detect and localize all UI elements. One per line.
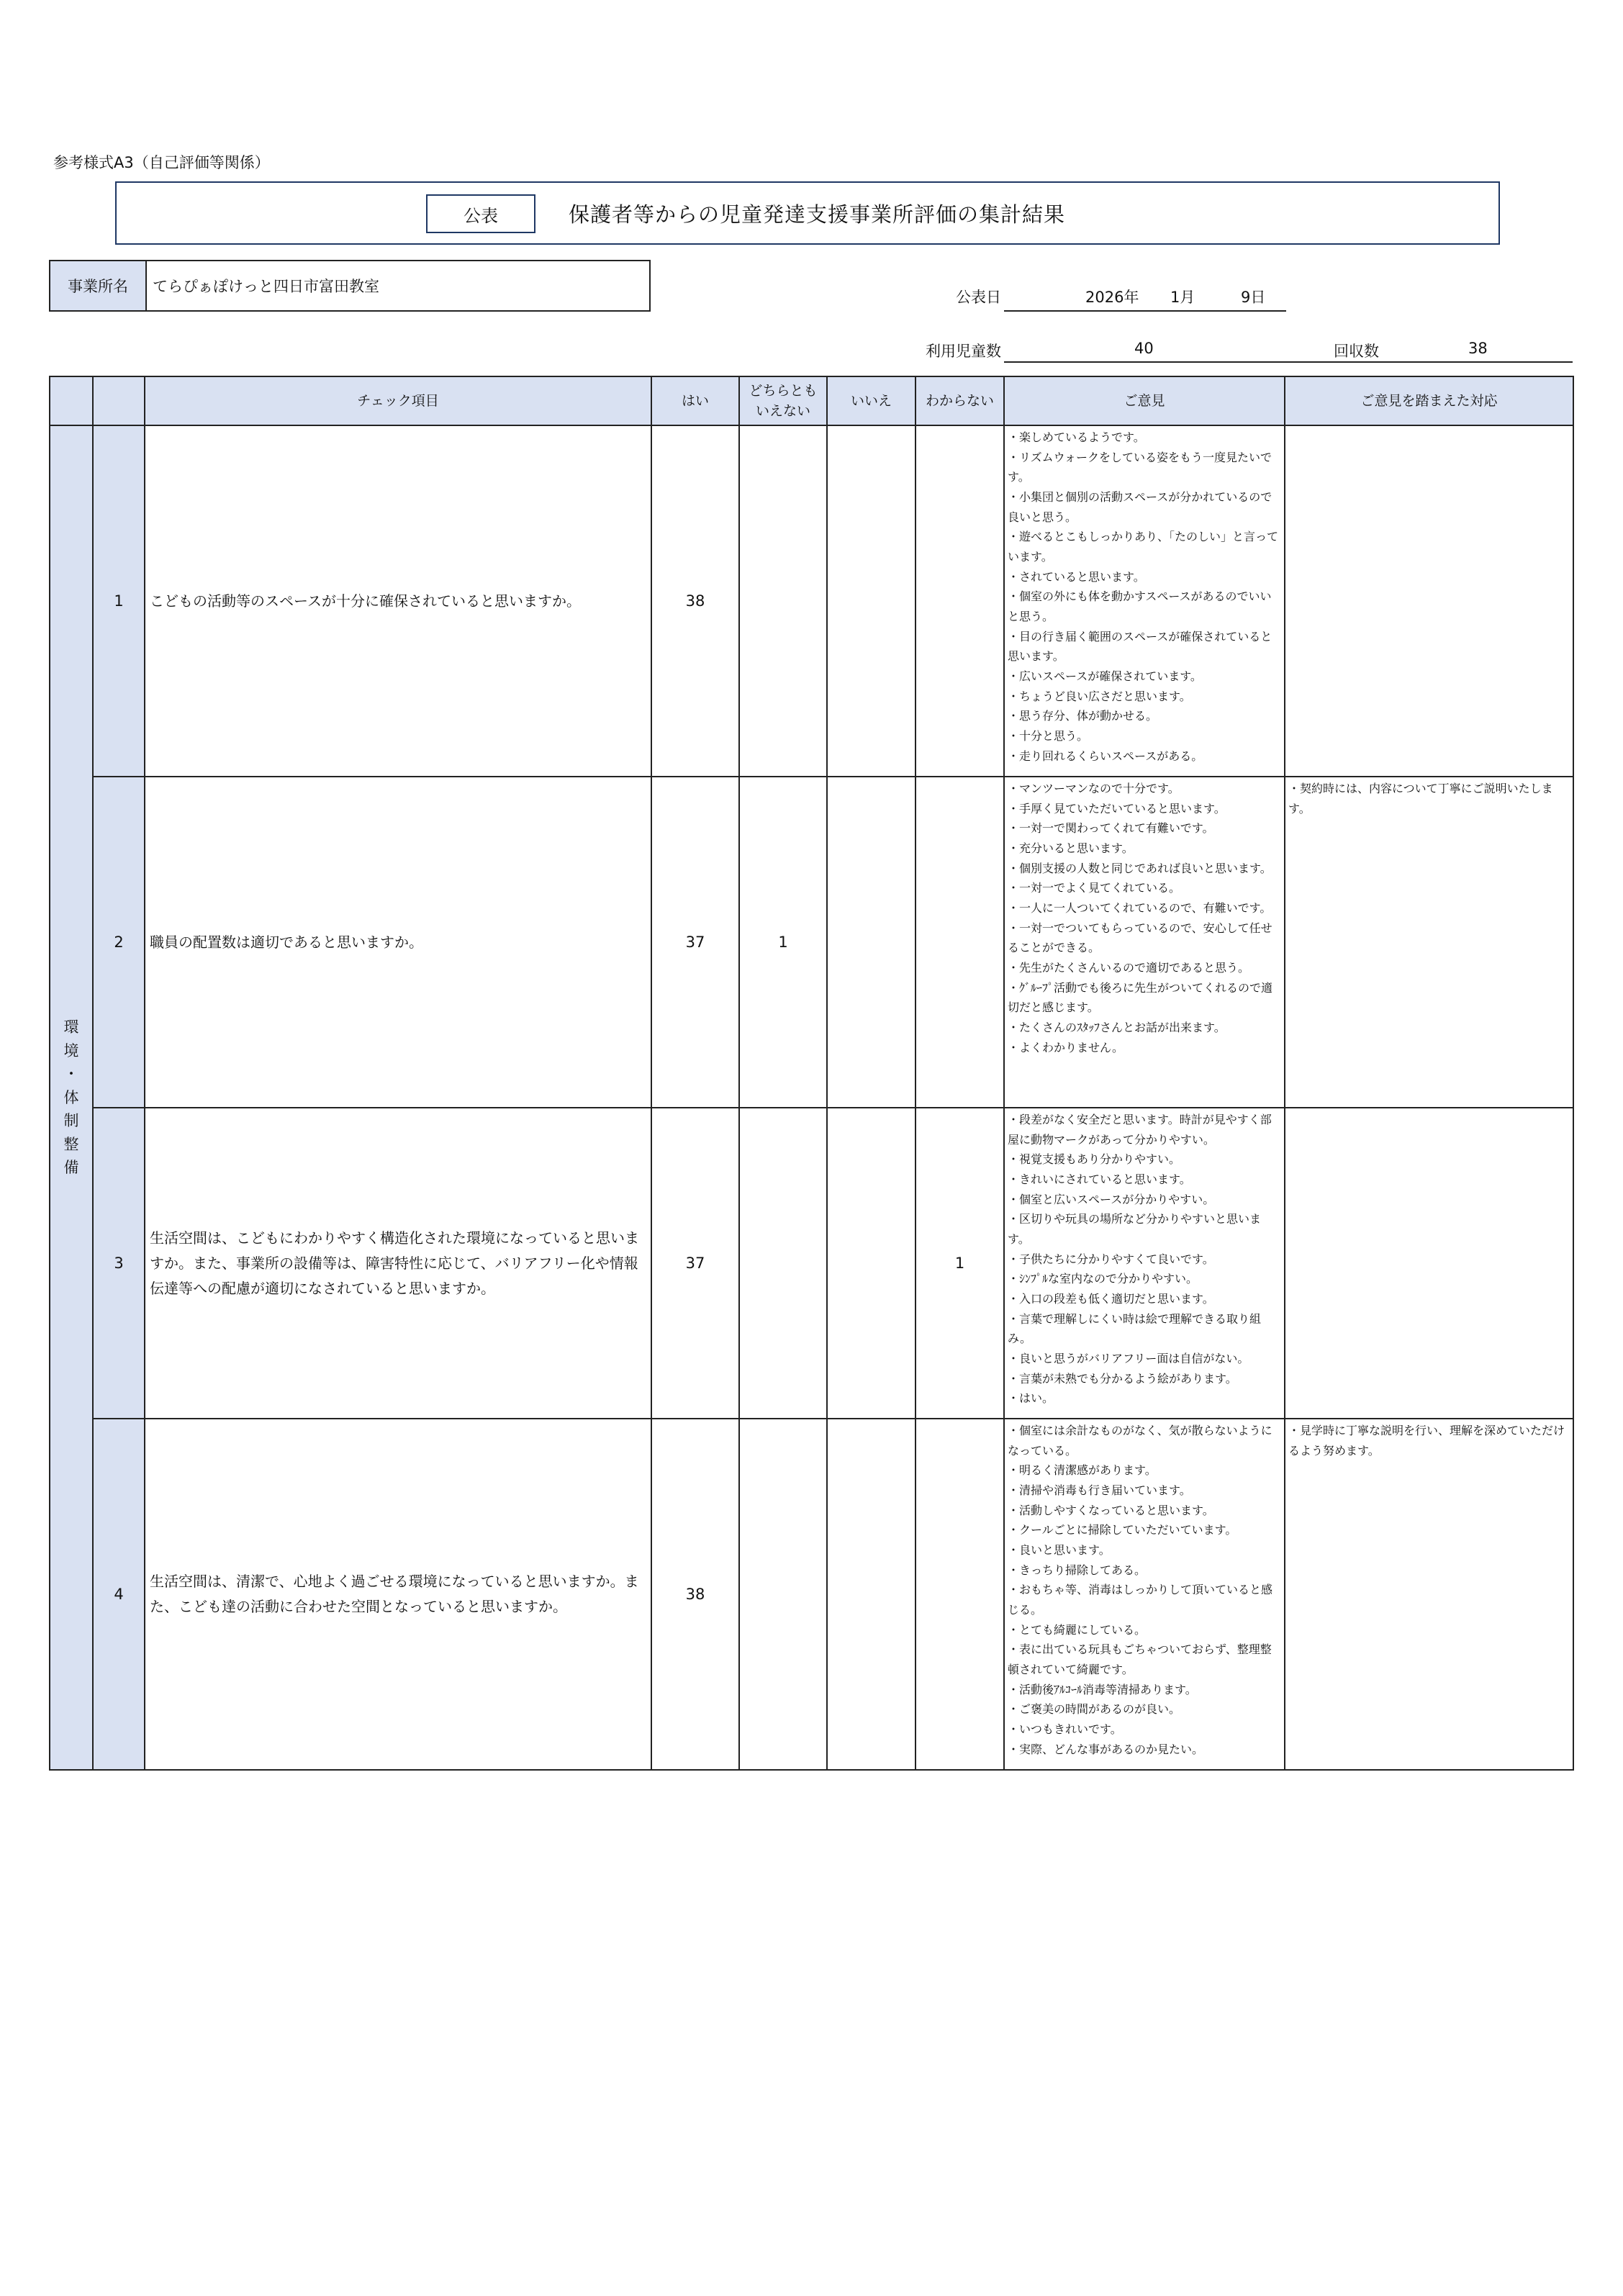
comment-line: ・個別支援の人数と同じであれば良いと思います。 [1008, 861, 1272, 875]
header-yes: はい [651, 376, 739, 425]
comment-line: ・個室の外にも体を動かすスペースがあるのでいいと思う。 [1008, 589, 1272, 624]
header-check-item: チェック項目 [145, 376, 651, 425]
comment-line: ・遊べるとこもしっかりあり、「たのしい」と言っています。 [1008, 530, 1279, 564]
users-label: 利用児童数 [926, 343, 1001, 360]
comment-line: ・走り回れるくらいスペースがある。 [1008, 749, 1203, 763]
office-box [49, 260, 651, 312]
comment-line: ・言葉が未熟でも分かるよう絵があります。 [1008, 1371, 1237, 1386]
comment-line: ・十分と思う。 [1008, 729, 1089, 744]
count-neither [739, 1108, 827, 1419]
users-value: 40 [1134, 340, 1154, 357]
opinions-cell [1004, 1108, 1285, 1419]
count-neither: 1 [739, 777, 827, 1108]
table-row [50, 777, 1573, 1108]
comment-line: ・きれいにされていると思います。 [1008, 1172, 1191, 1187]
count-no [827, 777, 916, 1108]
count-unknown: 1 [916, 1108, 1004, 1419]
count-unknown [916, 777, 1004, 1108]
comment-line: ・いつもきれいです。 [1008, 1722, 1122, 1737]
count-neither [739, 1419, 827, 1770]
opinions-cell [1004, 1419, 1285, 1770]
office-name: てらぴぁぽけっと四日市富田教室 [153, 278, 379, 295]
comment-line: ・子供たちに分かりやすくて良いです。 [1008, 1252, 1214, 1266]
comment-line: ・ご褒美の時間があるのが良い。 [1008, 1702, 1181, 1717]
reference-label: 参考様式A3（自己評価等関係） [53, 154, 270, 171]
comment-line: ・たくさんのｽﾀｯﾌさんとお話が出来ます。 [1008, 1021, 1226, 1035]
header-row [50, 376, 1573, 425]
comment-line: ・一対一でよく見てくれている。 [1008, 881, 1181, 895]
comment-line: ・一対一で関わってくれて有難いです。 [1008, 821, 1214, 836]
comment-line: ・良いと思います。 [1008, 1543, 1111, 1558]
comment-line: ・リズムウォークをしている姿をもう一度見たいです。 [1008, 450, 1272, 484]
publish-date-label: 公表日 [956, 289, 1001, 306]
row-number: 3 [93, 1108, 145, 1419]
comment-line: ・きっちり掃除してある。 [1008, 1563, 1147, 1577]
category-cell: 環 境 ・ 体 制 整 備 [50, 425, 93, 1770]
header-category [50, 376, 93, 425]
count-no [827, 1419, 916, 1770]
publish-month: 1月 [1170, 289, 1195, 306]
comment-line: ・良いと思うがバリアフリー面は自信がない。 [1008, 1352, 1249, 1366]
table-row [50, 1108, 1573, 1419]
comment-line: ・思う存分、体が動かせる。 [1008, 709, 1158, 723]
header-no: いいえ [827, 376, 916, 425]
comment-line: ・契約時には、内容について丁寧にご説明いたします。 [1288, 782, 1553, 815]
comment-line: ・充分いると思います。 [1008, 841, 1134, 856]
comment-line: ・個室と広いスペースが分かりやすい。 [1008, 1192, 1215, 1206]
row-number: 1 [93, 425, 145, 777]
count-unknown [916, 1419, 1004, 1770]
header-unknown: わからない [916, 376, 1004, 425]
count-yes: 37 [651, 1108, 739, 1419]
comment-line: ・区切りや玩具の場所など分かりやすいと思います。 [1008, 1212, 1262, 1247]
comment-line: ・実際、どんな事があるのか見たい。 [1008, 1742, 1204, 1756]
count-yes: 37 [651, 777, 739, 1108]
comment-line: ・ｸﾞﾙｰﾌﾟ活動でも後ろに先生がついてくれるので適切だと感じます。 [1008, 980, 1273, 1015]
comment-line: ・クールごとに掃除していただいています。 [1008, 1523, 1237, 1537]
responses-label: 回収数 [1334, 343, 1379, 360]
comment-line: ・ちょうど良い広さだと思います。 [1008, 689, 1191, 703]
comment-line: ・広いスペースが確保されています。 [1008, 669, 1202, 684]
response-cell [1285, 1419, 1573, 1770]
comment-line: ・見学時に丁寧な説明を行い、理解を深めていただけるよう努めます。 [1288, 1424, 1565, 1457]
row-number: 4 [93, 1419, 145, 1770]
comment-line: ・目の行き届く範囲のスペースが確保されていると思います。 [1008, 629, 1272, 664]
comment-line: ・小集団と個別の活動スペースが分かれているので良いと思う。 [1008, 490, 1272, 524]
comment-line: ・入口の段差も低く適切だと思います。 [1008, 1292, 1214, 1306]
response-cell [1285, 425, 1573, 777]
page-title: 保護者等からの児童発達支援事業所評価の集計結果 [569, 202, 1066, 227]
comment-line: ・一人に一人ついてくれているので、有難いです。 [1008, 901, 1272, 916]
comment-line: ・とても綺麗にしている。 [1008, 1622, 1147, 1637]
comment-line: ・清掃や消毒も行き届いています。 [1008, 1483, 1191, 1498]
comment-line: ・手厚く見ていただいていると思います。 [1008, 801, 1226, 815]
comment-line: ・一対一でついてもらっているので、安心して任せることができる。 [1008, 921, 1272, 955]
header-number [93, 376, 145, 425]
comment-line: ・ｼﾝﾌﾟﾙな室内なので分かりやすい。 [1008, 1272, 1198, 1286]
comment-line: ・されていると思います。 [1008, 569, 1145, 584]
responses-value: 38 [1468, 340, 1488, 357]
comment-line: ・先生がたくさんいるので適切であると思う。 [1008, 961, 1250, 975]
comment-line: ・活動後ｱﾙｺｰﾙ消毒等清掃あります。 [1008, 1682, 1197, 1696]
response-cell [1285, 777, 1573, 1108]
count-no [827, 425, 916, 777]
title-box [115, 181, 1500, 245]
comment-line: ・言葉で理解しにくい時は絵で理解できる取り組み。 [1008, 1311, 1262, 1346]
comment-line: ・個室には余計なものがなく、気が散らないようになっている。 [1008, 1424, 1272, 1457]
comment-line: ・活動しやすくなっていると思います。 [1008, 1503, 1214, 1517]
publish-day: 9日 [1241, 289, 1266, 306]
count-neither [739, 425, 827, 777]
count-unknown [916, 425, 1004, 777]
comment-line: ・楽しめているようです。 [1008, 430, 1145, 444]
opinions-cell [1004, 425, 1285, 777]
comment-line: ・表に出ている玩具もごちゃついておらず、整理整頓されていて綺麗です。 [1008, 1642, 1272, 1677]
count-no [827, 1108, 916, 1419]
publish-year: 2026年 [1085, 289, 1139, 306]
table-row [50, 425, 1573, 777]
question-text: 生活空間は、清潔で、心地よく過ごせる環境になっていると思いますか。また、こども達の活動に合わせた空間となっていると思いますか。 [145, 1419, 651, 1770]
comment-line: ・視覚支援もあり分かりやすい。 [1008, 1152, 1181, 1167]
header-opinions: ご意見 [1004, 376, 1285, 425]
comment-line: ・おもちゃ等、消毒はしっかりして頂いていると感じる。 [1008, 1583, 1273, 1617]
header-response: ご意見を踏まえた対応 [1285, 376, 1573, 425]
public-tag: 公表 [426, 194, 535, 233]
publish-date-underline [1004, 310, 1286, 312]
response-cell [1285, 1108, 1573, 1419]
evaluation-table [49, 376, 1574, 1771]
row-number: 2 [93, 777, 145, 1108]
header-neither: どちらとも いえない [739, 376, 827, 425]
comment-line: ・はい。 [1008, 1391, 1054, 1406]
question-text: 職員の配置数は適切であると思いますか。 [145, 777, 651, 1108]
table-row [50, 1419, 1573, 1770]
comment-line: ・マンツーマンなので十分です。 [1008, 782, 1180, 795]
comment-line: ・明るく清潔感があります。 [1008, 1463, 1157, 1478]
comment-line: ・よくわかりません。 [1008, 1040, 1124, 1054]
question-text: 生活空間は、こどもにわかりやすく構造化された環境になっていると思いますか。また、事業所の設備等は、障害特性に応じて、バリアフリー化や情報伝達等への配慮が適切になされていると思いますか。 [145, 1108, 651, 1419]
comment-line: ・段差がなく安全だと思います。時計が見やすく部屋に動物マークがあって分かりやすい。 [1008, 1113, 1272, 1147]
count-yes: 38 [651, 1419, 739, 1770]
count-yes: 38 [651, 425, 739, 777]
opinions-cell [1004, 777, 1285, 1108]
question-text: こどもの活動等のスペースが十分に確保されていると思いますか。 [145, 425, 651, 777]
counts-underline [1004, 361, 1573, 363]
office-label: 事業所名 [50, 261, 147, 310]
